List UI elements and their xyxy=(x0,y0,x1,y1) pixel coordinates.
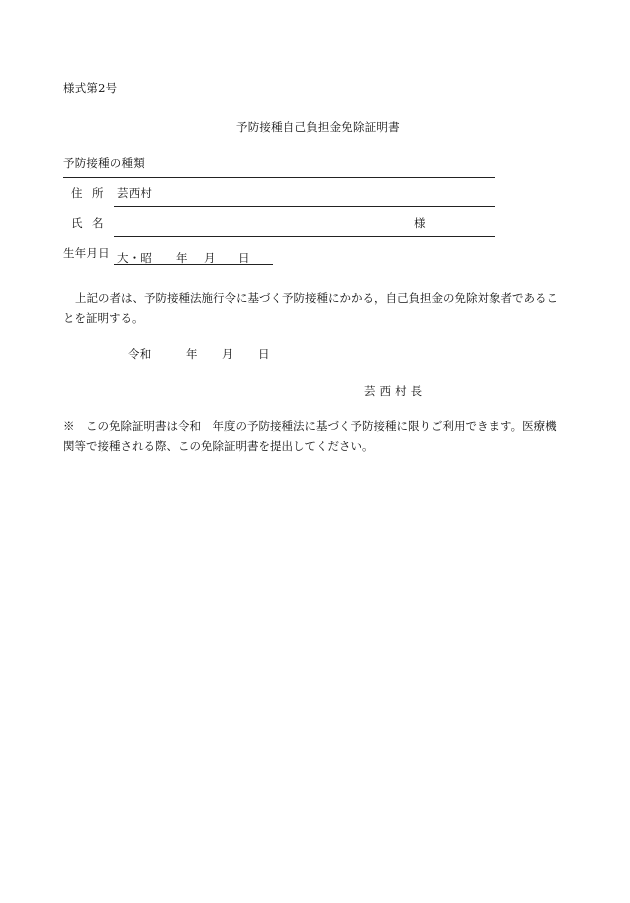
birthdate-label: 生年月日 xyxy=(63,246,110,260)
document-title: 予防接種自己負担金免除証明書 xyxy=(236,120,400,134)
issuer-title: 芸 西 村 長 xyxy=(364,384,423,398)
issue-date-day: 日 xyxy=(258,347,270,361)
name-label-1: 氏 xyxy=(71,216,83,230)
name-honorific: 様 xyxy=(414,216,426,230)
address-underline xyxy=(114,206,495,207)
vaccine-type-label: 予防接種の種類 xyxy=(63,156,145,170)
issue-date-year: 年 xyxy=(186,347,198,361)
birthdate-month: 月 xyxy=(204,251,216,265)
address-label-2: 所 xyxy=(92,186,104,200)
vaccine-type-underline xyxy=(63,177,495,178)
birthdate-day: 日 xyxy=(238,251,250,265)
birthdate-underline xyxy=(114,264,273,265)
note-line2: 関等で接種される際、この免除証明書を提出してください。 xyxy=(63,439,374,453)
issue-date-month: 月 xyxy=(222,347,234,361)
address-label-1: 住 xyxy=(71,186,83,200)
birthdate-era: 大・昭 xyxy=(117,251,153,265)
address-value: 芸西村 xyxy=(117,186,153,200)
issue-date-era: 令和 xyxy=(128,347,152,361)
form-number: 様式第2号 xyxy=(63,81,118,95)
name-label-2: 名 xyxy=(92,216,104,230)
note-line1: ※ この免除証明書は令和 年度の予防接種法に基づく予防接種に限りご利用できます。医療機 xyxy=(63,419,557,433)
certification-text-line2: とを証明する。 xyxy=(63,311,144,325)
certification-text-line1: 上記の者は、予防接種法施行令に基づく予防接種にかかる，自己負担金の免除対象者であるこ xyxy=(75,291,558,305)
name-underline xyxy=(114,236,495,237)
birthdate-year: 年 xyxy=(176,251,188,265)
